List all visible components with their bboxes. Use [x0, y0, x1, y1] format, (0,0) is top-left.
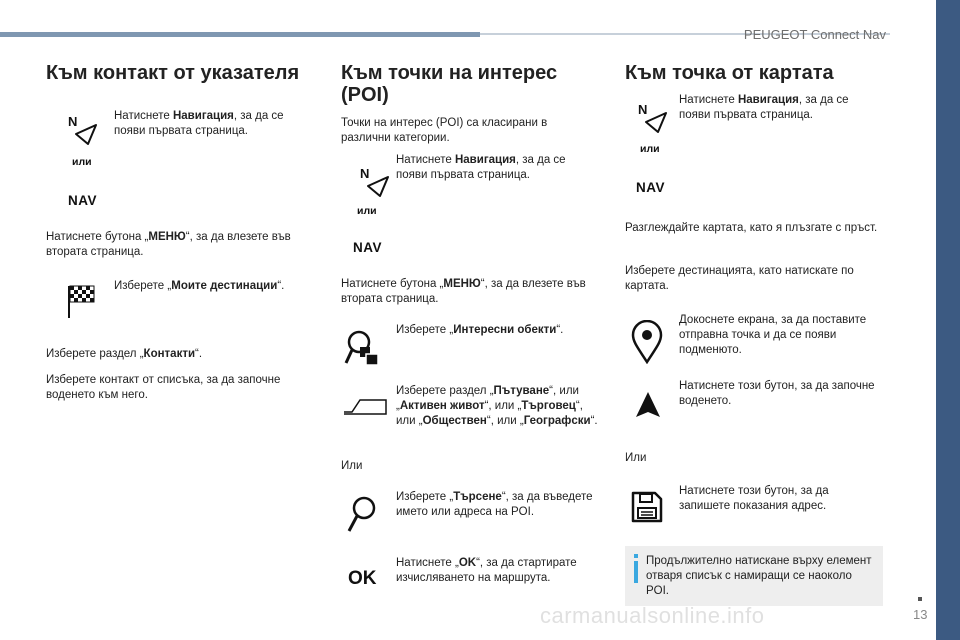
page-number: 13 [913, 607, 928, 622]
or-text: Или [625, 452, 647, 464]
navigation-icon [64, 112, 100, 148]
category-tab-icon [342, 398, 388, 416]
page-sidebar [936, 0, 960, 640]
step-text: Натиснете бутона „МЕНЮ“, за да влезете във втората страница. [341, 278, 586, 305]
nav-button-label: NAV [68, 193, 98, 208]
or-label: или [72, 156, 92, 168]
step-text: Изберете „Интересни обекти“. [396, 324, 564, 336]
section-heading-map: Към точка от картата [625, 62, 834, 84]
info-icon [631, 554, 641, 584]
step-text: Разглеждайте картата, като я плъзгате с пръст. [625, 222, 878, 234]
step-text: Изберете „Моите дестинации“. [114, 280, 285, 292]
step-text: Натиснете този бутон, за да започне воденето. [679, 380, 875, 407]
step-text: Натиснете Навигация, за да се появи първата страница. [114, 110, 284, 137]
or-label: или [640, 143, 660, 155]
step-text: Натиснете „OK“, за да стартирате изчисляването на маршрута. [396, 557, 577, 584]
step-text: Натиснете Навигация, за да се появи първата страница. [679, 94, 849, 121]
step-text: Натиснете този бутон, за да запишете показания адрес. [679, 485, 829, 512]
step-text: Изберете дестинацията, като натискате по картата. [625, 265, 854, 292]
save-icon [630, 490, 664, 524]
step-text: Докоснете екрана, за да поставите отправна точка и да се появи подменюто. [679, 314, 867, 356]
header-rule [0, 32, 480, 37]
page-marker [918, 597, 922, 601]
svg-text:N: N [360, 166, 370, 181]
step-text: Натиснете бутона „МЕНЮ“, за да влезете във втората страница. [46, 231, 291, 258]
svg-text:N: N [638, 102, 648, 117]
step-text: Изберете „Търсене“, за да въведете името или адреса на POI. [396, 491, 593, 518]
search-icon [346, 494, 380, 534]
intro-text: Точки на интерес (POI) са класирани в различни категории. [341, 117, 548, 144]
step-text: Изберете раздел „Пътуване“, или „Активен живот“, или „Търговец“, или „Обществен“, или „Географски“. [396, 385, 598, 427]
start-guidance-icon [634, 390, 662, 420]
or-label: или [357, 205, 377, 217]
or-text: Или [341, 460, 363, 472]
info-text: Продължително натискане върху елемент отваря списък с намиращи се наоколо POI. [646, 555, 872, 597]
section-heading-contact: Към контакт от указателя [46, 62, 300, 84]
navigation-icon [634, 100, 670, 136]
nav-button-label: NAV [636, 180, 666, 195]
checkered-flag-icon [66, 284, 96, 320]
watermark: carmanualsonline.info [540, 603, 765, 628]
navigation-icon [356, 164, 392, 200]
step-text: Изберете раздел „Контакти“. [46, 348, 203, 360]
nav-button-label: NAV [353, 240, 383, 255]
ok-button-label: OK [348, 568, 377, 589]
poi-search-icon [344, 327, 384, 367]
location-pin-icon [630, 320, 664, 364]
header-brand: PEUGEOT Connect Nav [743, 27, 886, 42]
step-text: Натиснете Навигация, за да се появи първата страница. [396, 154, 566, 181]
svg-text:N: N [68, 114, 78, 129]
section-heading-poi: Към точки на интерес (POI) [341, 62, 558, 106]
step-text: Изберете контакт от списъка, за да започне воденето към него. [46, 374, 281, 401]
